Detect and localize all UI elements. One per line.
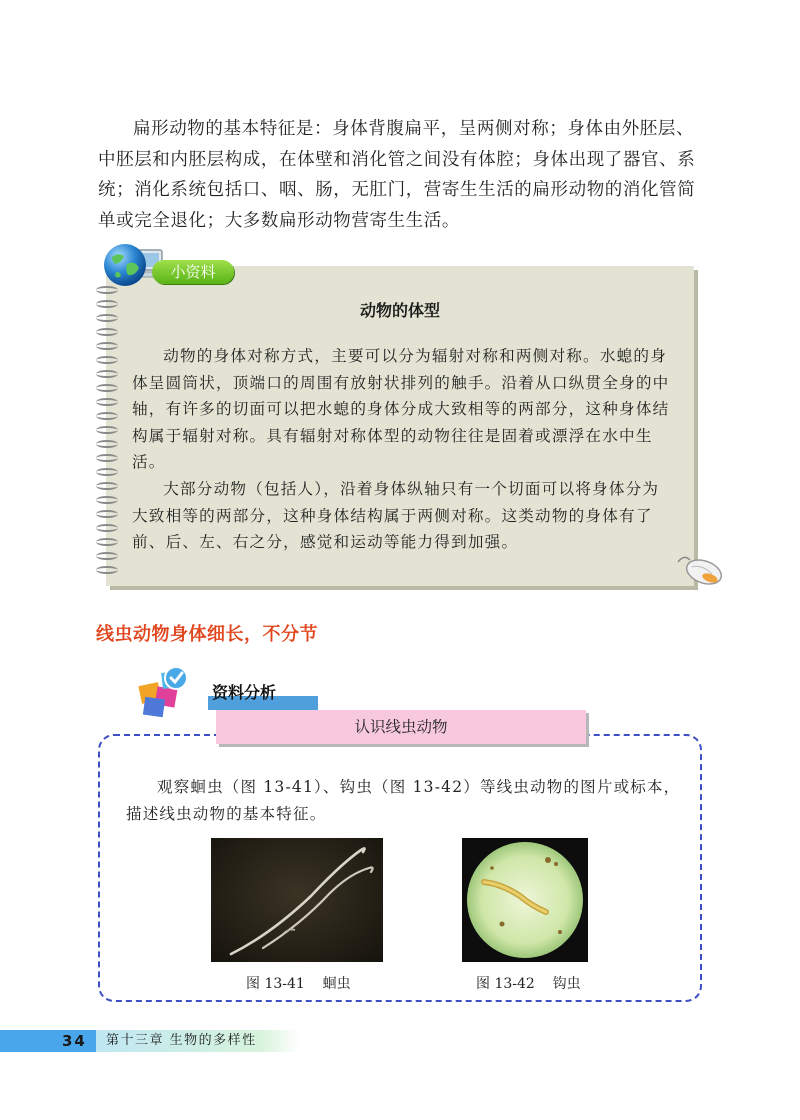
- puzzle-icon: [132, 664, 194, 720]
- info-paragraph-2: 大部分动物（包括人），沿着身体纵轴只有一个切面可以将身体分为大致相等的两部分，这种身体结构属于两侧对称。这类动物的身体有了前、后、左、右之分，感觉和运动等能力得到加强。: [132, 480, 660, 551]
- intro-paragraph: 扁形动物的基本特征是：身体背腹扁平，呈两侧对称；身体由外胚层、中胚层和内胚层构成，在体壁和消化管之间没有体腔；身体出现了器官、系统；消化系统包括口、咽、肠，无肛门，营寄生生活的扁形动物的消化管简单或完全退化；大多数扁形动物营寄生生活。: [98, 119, 696, 231]
- info-tab-label: 小资料: [152, 260, 234, 284]
- checkmark-icon: [165, 667, 187, 689]
- mouse-icon: [676, 552, 724, 588]
- info-paragraph-1: 动物的身体对称方式，主要可以分为辐射对称和两侧对称。水螅的身体呈圆筒状，顶端口的周围有放射状排列的触手。沿着从口纵贯全身的中轴，有许多的切面可以把水螅的身体分成大致相等的两部分，这种身体结构属于辐射对称。具有辐射对称体型的动物往往是固着或漂浮在水中生活。: [132, 347, 670, 471]
- chapter-label: 第十三章 生物的多样性: [106, 1033, 257, 1048]
- roundworm-photo: [211, 838, 383, 962]
- globe-icon: [102, 242, 148, 288]
- section-heading: 线虫动物身体细长，不分节: [96, 624, 318, 645]
- figure-caption-2: 图 13-42 钩虫: [476, 976, 581, 992]
- analysis-label: 资料分析: [212, 683, 277, 702]
- hookworm-photo: [462, 838, 588, 962]
- figure-caption-1: 图 13-41 蛔虫: [246, 976, 351, 992]
- info-box-title: 动物的体型: [359, 301, 440, 320]
- analysis-title: 认识线虫动物: [216, 710, 586, 744]
- notebook-rings: [96, 280, 122, 580]
- page-number: 34: [62, 1032, 87, 1050]
- analysis-text: 观察蛔虫（图 13-41）、钩虫（图 13-42）等线虫动物的图片或标本，描述线虫动物的基本特征。: [126, 778, 681, 823]
